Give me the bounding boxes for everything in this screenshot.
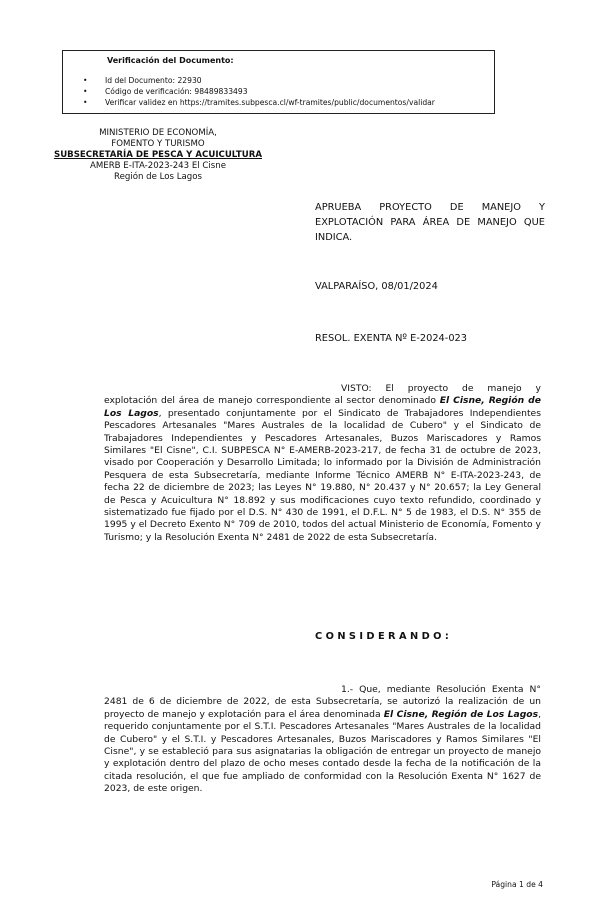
document-title: APRUEBA PROYECTO DE MANEJO Y EXPLOTACIÓN PARA ÁREA DE MANEJO QUE INDICA.	[315, 202, 545, 243]
visto-paragraph: VISTO: El proyecto de manejo y explotación del área de manejo correspondiente al sector denominado El Cisne, Región de Los Lagos, presentado conjuntamente por el Sindicato de Trabajadores Independientes Pescadores Artesanales "Mares Australes de la localidad de Cubero" y el Sindicato de Trabajadores Independientes y Pescadores Artesanales, Buzos Mariscadores y Ramos Similares "El Cisne", C.I. SUBPESCA N° E-AMERB-2023-217, de fecha 31 de octubre de 2023, visado por Cooperación y Desarrollo Limitada; lo informado por la División de Administración Pesquera de esta Subsecretaría, mediante Informe Técnico AMERB N° E-ITA-2023-243, de fecha 22 de diciembre de 2023; las Leyes N° 19.880, N° 20.437 y N° 20.657; la Ley General de Pesca y Acuicultura N° 18.892 y sus modificaciones cuyo texto refundido, coordinado y sistematizado fue fijado por el D.S. N° 430 de 1991, el D.F.L. N° 5 de 1983, el D.S. N° 355 de 1995 y el Decreto Exento N° 709 de 2010, todos del actual Ministerio de Economía, Fomento y Turismo; y la Resolución Exenta N° 2481 de 2022 de esta Subsecretaría.	[104, 383, 541, 543]
ministry-line-1: MINISTERIO DE ECONOMÍA,	[99, 128, 217, 138]
considerando-paragraph-1: 1.- Que, mediante Resolución Exenta N° 2481 de 6 de diciembre de 2022, de esta Subsecretaría, se autorizó la realización de un proyecto de manejo y explotación para el área denominada El Cisne, Región de Los Lagos, requerido conjuntamente por el S.T.I. Pescadores Artesanales "Mares Australes de la localidad de Cubero" y el S.T.I. y Pescadores Artesanales, Buzos Mariscadores y Ramos Similares "El Cisne", y se estableció para sus asignatarias la obligación de entregar un proyecto de manejo y explotación dentro del plazo de ocho meses contado desde la fecha de la notificación de la citada resolución, el que fue ampliado de conformidad con la Resolución Exenta N° 1627 de 2023, de este origen.	[104, 684, 541, 795]
considerando-heading: CONSIDERANDO:	[315, 631, 453, 642]
verification-item-code: • Código de verificación: 98489833493	[83, 87, 248, 96]
bullet: •	[83, 87, 88, 96]
page-number: Página 1 de 4	[491, 880, 543, 889]
verification-box	[62, 50, 495, 114]
verification-title: Verificación del Documento:	[107, 56, 234, 65]
area-name: El Cisne, Región de Los Lagos	[104, 395, 541, 419]
region-name: Región de Los Lagos	[114, 172, 202, 182]
subsecretaria-name: SUBSECRETARÍA DE PESCA Y ACUICULTURA	[54, 150, 262, 160]
amerb-reference: AMERB E-ITA-2023-243 El Cisne	[89, 161, 226, 171]
verification-item-id: • Id del Documento: 22930	[83, 76, 202, 85]
bullet: •	[83, 76, 88, 85]
bullet: •	[83, 98, 88, 107]
place-date: VALPARAÍSO, 08/01/2024	[315, 281, 438, 292]
area-name: El Cisne, Región de Los Lagos	[383, 708, 539, 720]
institution-header	[36, 128, 280, 183]
resolution-number: RESOL. EXENTA Nº E-2024-023	[315, 333, 468, 344]
ministry-line-2: FOMENTO Y TURISMO	[111, 139, 205, 149]
verification-item-url[interactable]: • Verificar validez en https://tramites.subpesca.cl/wf-tramites/public/documentos/validar	[83, 98, 435, 107]
